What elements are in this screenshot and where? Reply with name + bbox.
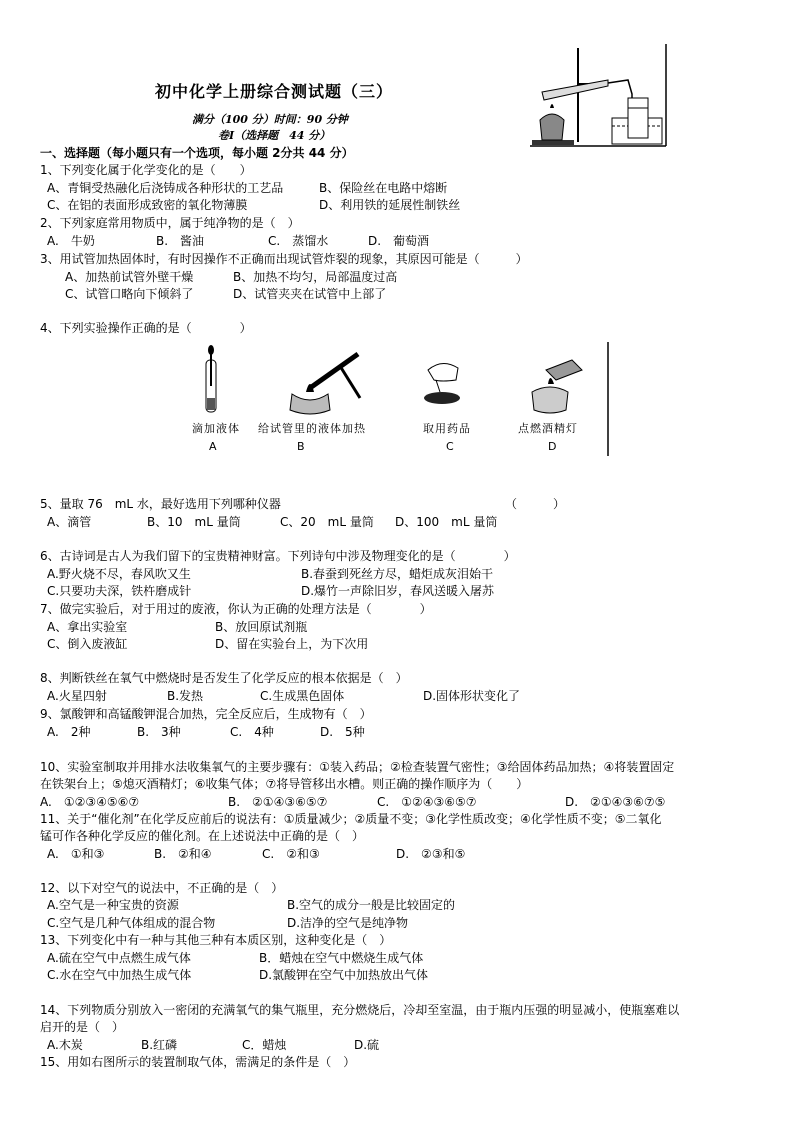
taking-reagent-image — [424, 363, 460, 404]
q13-option-a: A.硫在空气中点燃生成气体 — [47, 951, 191, 965]
q6-option-a: A.野火烧不尽，春风吹又生 — [47, 567, 191, 581]
q3-stem: 3、用试管加热固体时，有时因操作不正确而出现试管炸裂的现象，其原因可能是（ ） — [40, 252, 528, 266]
q10-option-b: B. ②①④③⑥⑤⑦ — [228, 795, 328, 809]
q12-stem: 12、以下对空气的说法中，不正确的是（ ） — [40, 881, 284, 895]
q13-option-d: D.氯酸钾在空气中加热放出气体 — [259, 968, 429, 982]
q10-stem-line2: 在铁架台上；⑤熄灭酒精灯；⑥收集气体；⑦将导管移出水槽。则正确的操作顺序为（ ） — [40, 777, 529, 791]
q7-option-c: C、倒入废液缸 — [47, 637, 128, 651]
q7-option-d: D、留在实验台上，为下次用 — [215, 637, 369, 651]
q13-option-b: B．蜡烛在空气中燃烧生成气体 — [259, 951, 424, 965]
q4-letter-a: A — [209, 440, 218, 453]
q13-stem: 13、下列变化中有一种与其他三种有本质区别，这种变化是（ ） — [40, 933, 392, 947]
score-time: 满分（100 分）时间：90 分钟 — [192, 113, 348, 126]
q5-option-b: B、10 mL 量筒 — [147, 515, 241, 529]
q9-option-c: C. 4种 — [230, 725, 274, 739]
q2-option-d: D. 葡萄酒 — [368, 234, 430, 248]
q11-option-a: A. ①和③ — [47, 847, 105, 861]
q5-option-a: A、滴管 — [47, 515, 92, 529]
q14-option-a: A.木炭 — [47, 1038, 83, 1052]
lighting-lamp-image — [532, 360, 582, 413]
q12-option-a: A.空气是一种宝贵的资源 — [47, 898, 179, 912]
q1-option-a: A、青铜受热融化后浇铸成各种形状的工艺品 — [47, 181, 284, 195]
q10-option-c: C. ①②④③⑥⑤⑦ — [377, 795, 477, 809]
q11-option-d: D. ②③和⑤ — [396, 847, 466, 861]
q11-stem-line1: 11、关于“催化剂”在化学反应前后的说法有：①质量减少；②质量不变；③化学性质改变；④化学性质不变；⑤二氧化 — [40, 812, 662, 826]
gas-apparatus-figure — [528, 42, 668, 152]
q11-option-b: B. ②和④ — [154, 847, 212, 861]
q9-stem: 9、氯酸钾和高锰酸钾混合加热，完全反应后，生成物有（ ） — [40, 707, 372, 721]
q5-stem: 5、量取 76 mL 水，最好选用下列哪种仪器 — [40, 497, 281, 511]
q6-option-c: C.只要功夫深，铁杵磨成针 — [47, 584, 192, 598]
q7-option-b: B、放回原试剂瓶 — [215, 620, 308, 634]
q5-paren: （ ） — [505, 497, 566, 511]
q1-option-b: B、保险丝在电路中熔断 — [319, 181, 448, 195]
q12-option-c: C.空气是几种气体组成的混合物 — [47, 916, 216, 930]
q10-stem-line1: 10、实验室制取并用排水法收集氧气的主要步骤有：①装入药品；②检查装置气密性；③给固体药品加热；④将装置固定 — [40, 760, 675, 774]
q8-option-c: C.生成黑色固体 — [260, 689, 345, 703]
q9-option-a: A. 2种 — [47, 725, 91, 739]
q7-option-a: A、拿出实验室 — [47, 620, 128, 634]
q15-stem: 15、用如右图所示的装置制取气体，需满足的条件是（ ） — [40, 1055, 356, 1069]
section-heading: 一、选择题（每小题只有一个选项，每小题 2分共 44 分） — [40, 146, 354, 160]
q4-caption-d: 点燃酒精灯 — [518, 422, 578, 435]
page-title: 初中化学上册综合测试题（三） — [155, 82, 394, 101]
q3-option-b: B、加热不均匀，局部温度过高 — [233, 270, 398, 284]
q10-option-a: A. ①②③④⑤⑥⑦ — [40, 795, 140, 809]
q6-option-d: D.爆竹一声除旧岁，春风送暖入屠苏 — [301, 584, 495, 598]
q2-option-c: C. 蒸馏水 — [268, 234, 329, 248]
q11-stem-line2: 锰可作各种化学反应的催化剂。在上述说法中正确的是（ ） — [40, 829, 365, 843]
q3-option-d: D、试管夹夹在试管中上部了 — [233, 287, 387, 301]
q4-caption-a: 滴加液体 — [192, 422, 240, 435]
q2-option-b: B. 酱油 — [156, 234, 205, 248]
q14-option-d: D.硫 — [354, 1038, 380, 1052]
q8-option-a: A.火星四射 — [47, 689, 107, 703]
q8-stem: 8、判断铁丝在氧气中燃烧时是否发生了化学反应的根本依据是（ ） — [40, 671, 408, 685]
q10-option-d: D. ②①④③⑥⑦⑤ — [565, 795, 666, 809]
q1-option-c: C、在铝的表面形成致密的氧化物薄膜 — [47, 198, 248, 212]
q2-option-a: A. 牛奶 — [47, 234, 95, 248]
q6-option-b: B.春蚕到死丝方尽，蜡炬成灰泪始干 — [301, 567, 494, 581]
q4-figure-panel — [180, 340, 610, 458]
q13-option-c: C.水在空气中加热生成气体 — [47, 968, 192, 982]
q14-stem-line1: 14、下列物质分别放入一密闭的充满氧气的集气瓶里，充分燃烧后，冷却至室温，由于瓶内压强的明显减小，使瓶塞难以 — [40, 1003, 680, 1017]
q5-option-d: D、100 mL 量筒 — [395, 515, 498, 529]
q14-option-c: C．蜡烛 — [242, 1038, 287, 1052]
q2-stem: 2、下列家庭常用物质中，属于纯净物的是（ ） — [40, 216, 300, 230]
paper-label: 卷Ⅰ（选择题 44 分） — [218, 129, 331, 142]
q8-option-d: D.固体形状变化了 — [423, 689, 521, 703]
q4-letter-c: C — [446, 440, 455, 453]
q3-option-a: A、加热前试管外壁干燥 — [65, 270, 194, 284]
q9-option-d: D. 5种 — [320, 725, 365, 739]
q5-option-c: C、20 mL 量筒 — [280, 515, 374, 529]
q3-option-c: C、试管口略向下倾斜了 — [65, 287, 194, 301]
q7-stem: 7、做完实验后，对于用过的废液，你认为正确的处理方法是（ ） — [40, 602, 432, 616]
q14-option-b: B.红磷 — [141, 1038, 178, 1052]
q1-option-d: D、利用铁的延展性制铁丝 — [319, 198, 461, 212]
heating-test-tube-image — [290, 354, 360, 414]
q11-option-c: C. ②和③ — [262, 847, 320, 861]
q4-caption-b: 给试管里的液体加热 — [258, 422, 366, 435]
q4-letter-b: B — [297, 440, 306, 453]
q12-option-b: B.空气的成分一般是比较固定的 — [287, 898, 456, 912]
q14-stem-line2: 启开的是（ ） — [40, 1020, 125, 1034]
q4-letter-d: D — [548, 440, 558, 453]
q6-stem: 6、古诗词是古人为我们留下的宝贵精神财富。下列诗句中涉及物理变化的是（ ） — [40, 549, 516, 563]
q4-caption-c: 取用药品 — [423, 422, 471, 435]
q8-option-b: B.发热 — [167, 689, 204, 703]
q4-stem: 4、下列实验操作正确的是（ ） — [40, 321, 252, 335]
q9-option-b: B. 3种 — [137, 725, 181, 739]
dropper-test-tube-image — [206, 345, 216, 412]
q12-option-d: D.洁净的空气是纯净物 — [287, 916, 409, 930]
q1-stem: 1、下列变化属于化学变化的是（ ） — [40, 163, 252, 177]
